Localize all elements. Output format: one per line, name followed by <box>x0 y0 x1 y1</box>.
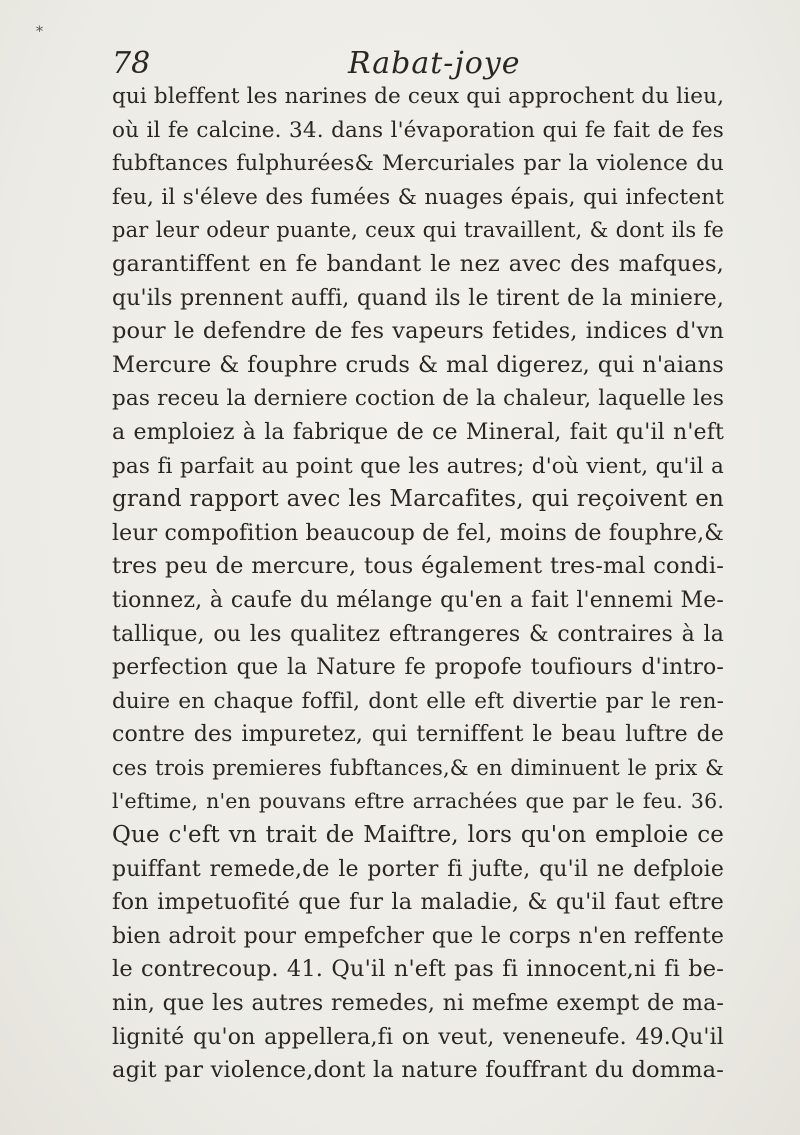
text-line: tres peu de mercure, tous également tres-mal condi- <box>112 553 724 580</box>
text-line: l'eftime, n'en pouvans eftre arrachées que par le feu. 36. <box>112 789 724 814</box>
text-line: Mercure & fouphre cruds & mal digerez, qui n'aians <box>112 351 724 378</box>
text-line: tallique, ou les qualitez eftrangeres & contraires à la <box>112 621 724 647</box>
text-line: Que c'eft vn trait de Maiftre, lors qu'on emploie ce <box>112 822 724 849</box>
text-line: par leur odeur puante, ceux qui travaillent, & dont ils fe <box>112 218 724 243</box>
corner-mark: * <box>36 24 43 40</box>
text-line: contre des impuretez, qui terniffent le beau luftre de <box>112 722 724 748</box>
text-line: fon impetuofité que fur la maladie, & qu'il faut eftre <box>112 889 724 916</box>
text-line: tionnez, à caufe du mélange qu'en a fait l'ennemi Me- <box>112 587 724 613</box>
text-line: le contrecoup. 41. Qu'il n'eft pas fi innocent,ni fi be- <box>112 956 724 983</box>
text-line: pas receu la derniere coction de la chaleur, laquelle les <box>112 386 724 412</box>
text-line: où il fe calcine. 34. dans l'évaporation qui fe fait de fes <box>112 117 724 143</box>
text-line: feu, il s'éleve des fumées & nuages épais, qui infectent <box>112 184 724 210</box>
text-line: duire en chaque foffil, dont elle eft divertie par le ren- <box>112 688 724 714</box>
text-line: ces trois premieres fubftances,& en diminuent le prix & <box>112 755 724 780</box>
text-line: garantiffent en fe bandant le nez avec des mafques, <box>112 250 724 277</box>
text-line: bien adroit pour empefcher que le corps n'en reffente <box>112 923 724 949</box>
text-line: pour le defendre de fes vapeurs fetides, indices d'vn <box>112 318 724 345</box>
text-line: qui bleffent les narines de ceux qui approchent du lieu, <box>112 84 725 109</box>
text-line: leur compofition beaucoup de fel, moins de fouphre,& <box>112 520 724 546</box>
text-line: a emploiez à la fabrique de ce Mineral, fait qu'il n'eft <box>112 419 724 445</box>
text-line: nin, que les autres remedes, ni mefme exempt de ma- <box>112 991 724 1017</box>
text-line: agit par violence,dont la nature fouffrant du domma- <box>112 1057 724 1084</box>
text-line: qu'ils prennent auffi, quand ils le tirent de la miniere, <box>112 285 724 311</box>
text-line: grand rapport avec les Marcafites, qui reçoivent en <box>112 486 724 513</box>
text-line: perfection que la Nature fe propofe toufiours d'intro- <box>112 655 724 681</box>
text-line: puiffant remede,de le porter fi jufte, qu'il ne defploie <box>112 856 724 882</box>
running-head: Rabat-joye <box>348 46 521 81</box>
text-line: lignité qu'on appellera,fi on veut, veneneufe. 49.Qu'il <box>112 1024 724 1050</box>
body-text <box>112 80 724 1088</box>
page-header <box>112 44 712 84</box>
page-number: 78 <box>112 46 151 81</box>
text-line: fubftances fulphurées& Mercuriales par la violence du <box>112 151 724 177</box>
text-line: pas fi parfait au point que les autres; d'où vient, qu'il a <box>112 453 724 479</box>
